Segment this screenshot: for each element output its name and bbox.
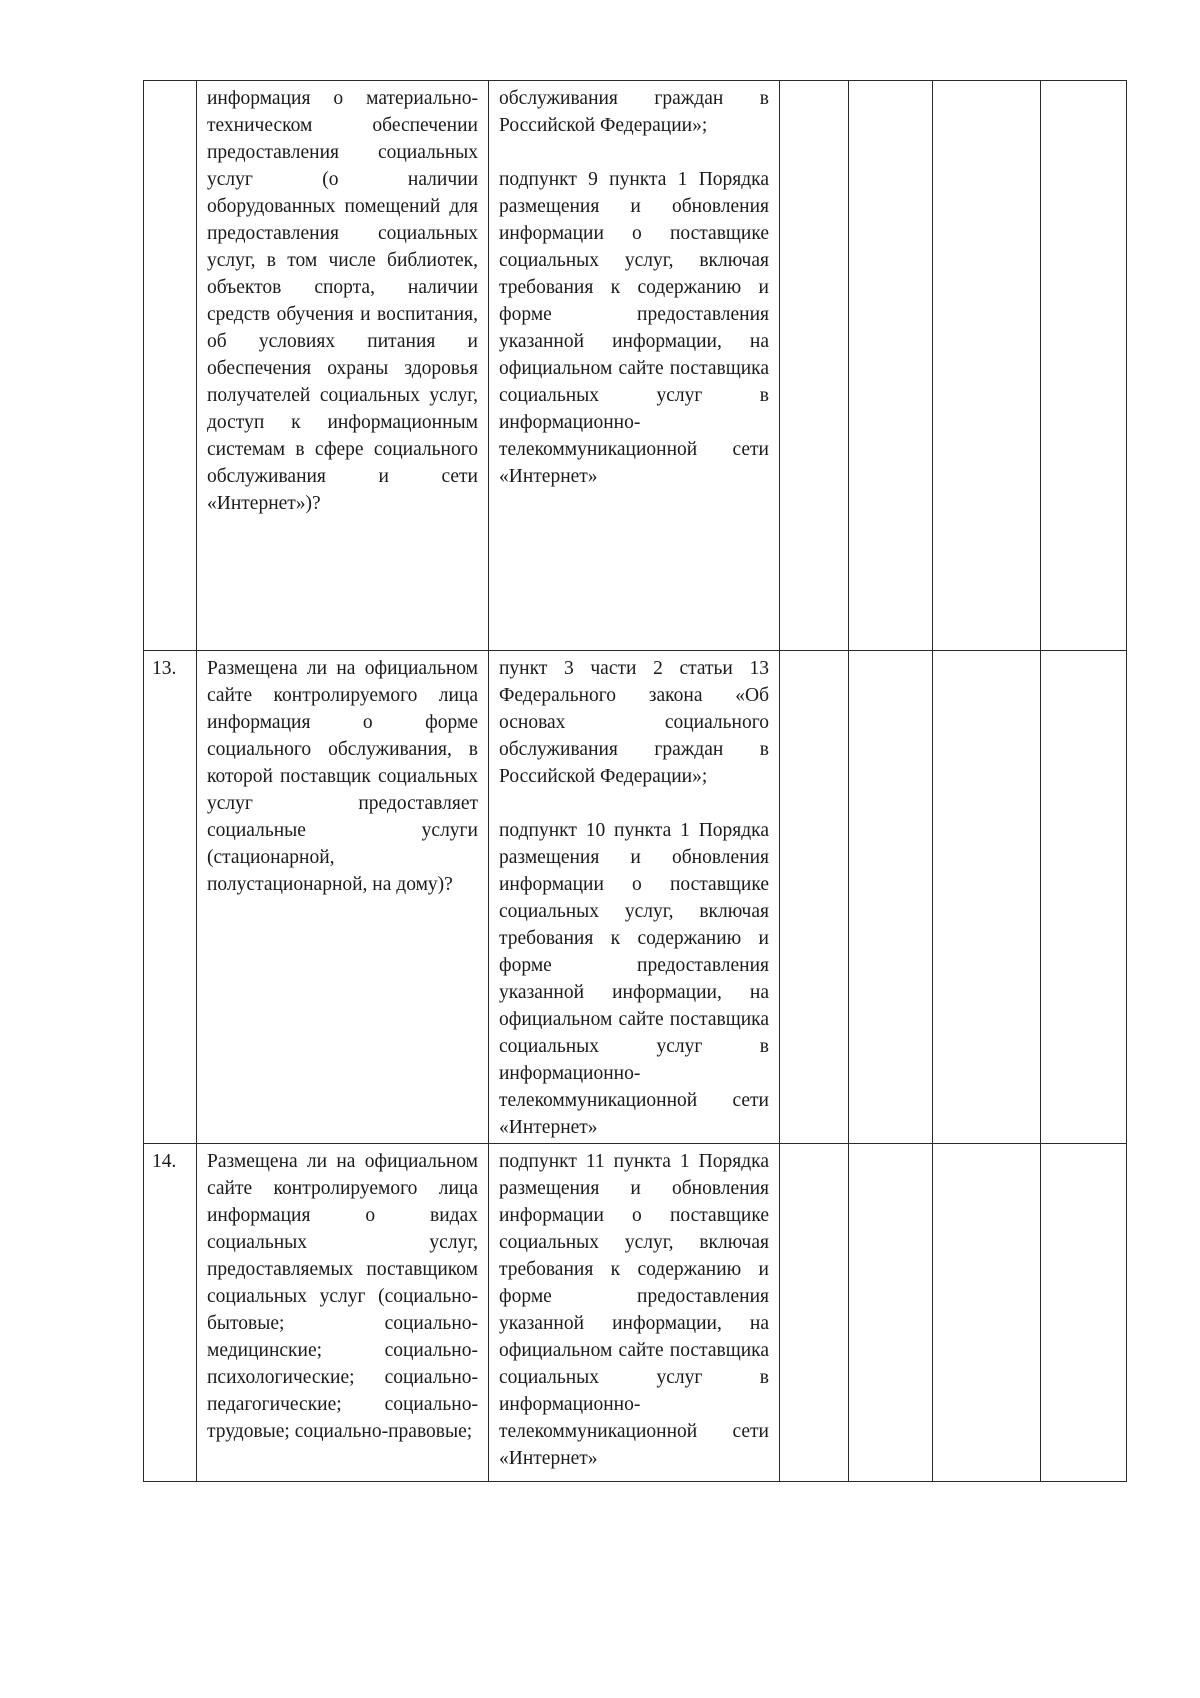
answer-na-cell[interactable] [933, 81, 1041, 651]
answer-yes-cell[interactable] [780, 1144, 849, 1482]
answer-yes-cell[interactable] [780, 81, 849, 651]
answer-na-cell[interactable] [933, 1144, 1041, 1482]
row-number-cell [144, 81, 197, 651]
legal-basis-cell [489, 651, 780, 1144]
answer-no-cell[interactable] [849, 81, 933, 651]
table-row [144, 651, 1127, 1144]
question-cell [197, 1144, 489, 1482]
legal-basis-cell [489, 1144, 780, 1482]
table-row [144, 81, 1127, 651]
note-cell[interactable] [1041, 1144, 1127, 1482]
legal-basis-cell [489, 81, 780, 651]
answer-no-cell[interactable] [849, 1144, 933, 1482]
question-text: информация о материально-техническом обеспечении предоставления социальных услуг (о наличии оборудованных помещений для предоставления социальных услуг, в том числе библиотек, объектов спорта, наличии средств обучения и воспитания, об условиях питания и обеспечения охраны здоровья получателей социальных услуг, доступ к информационным системам в сфере социального обслуживания и сети «Интернет»)? [207, 88, 478, 514]
note-cell[interactable] [1041, 81, 1127, 651]
legal-basis-text: подпункт 11 пункта 1 Порядка размещения и обновления информации о поставщике социальных услуг, включая требования к содержанию и форме предоставления указанной информации, на официальном сайте поставщика социальных услуг в информационно-телекоммуникационной сети «Интернет» [499, 1151, 769, 1469]
question-text: Размещена ли на официальном сайте контролируемого лица информация о видах социальных услуг, предоставляемых поставщиком социальных услуг (социально-бытовые; социально-медицинские; социально-психологические; социально-педагогические; социально-трудовые; социально-правовые; [207, 1151, 478, 1442]
question-text: Размещена ли на официальном сайте контролируемого лица информация о форме социального обслуживания, в которой поставщик социальных услуг предоставляет социальные услуги (стационарной, полустационарной, на дому)? [207, 658, 478, 895]
legal-basis-text: пункт 3 части 2 статьи 13 Федерального закона «Об основах социального обслуживания граждан в Российской Федерации»; [499, 658, 769, 787]
table-row [144, 1144, 1127, 1482]
legal-basis-text: подпункт 10 пункта 1 Порядка размещения и обновления информации о поставщике социальных услуг, включая требования к содержанию и форме предоставления указанной информации, на официальном сайте поставщика социальных услуг в информационно-телекоммуникационной сети «Интернет» [499, 820, 769, 1138]
row-number-cell: 14. [144, 1144, 197, 1482]
answer-no-cell[interactable] [849, 651, 933, 1144]
question-cell [197, 81, 489, 651]
legal-basis-text: обслуживания граждан в Российской Федерации»; [499, 88, 769, 136]
checklist-table [143, 80, 1127, 1482]
note-cell[interactable] [1041, 651, 1127, 1144]
legal-basis-text: подпункт 9 пункта 1 Порядка размещения и обновления информации о поставщике социальных услуг, включая требования к содержанию и форме предоставления указанной информации, на официальном сайте поставщика социальных услуг в информационно-телекоммуникационной сети «Интернет» [499, 169, 769, 487]
answer-na-cell[interactable] [933, 651, 1041, 1144]
question-cell [197, 651, 489, 1144]
answer-yes-cell[interactable] [780, 651, 849, 1144]
row-number-cell: 13. [144, 651, 197, 1144]
